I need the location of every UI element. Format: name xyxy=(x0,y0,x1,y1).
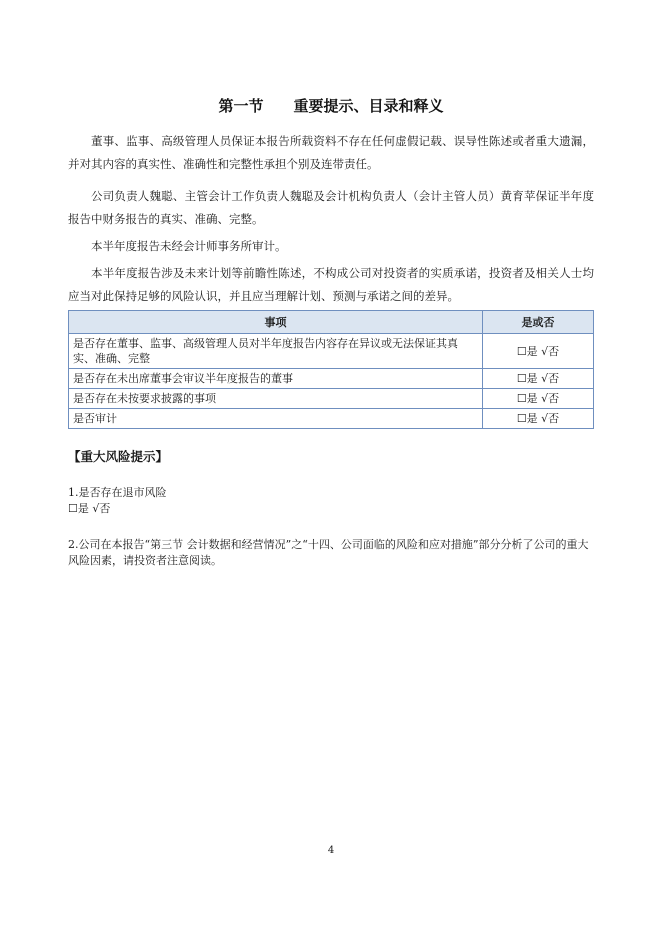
column-header-answer: 是或否 xyxy=(483,311,594,334)
disclosure-table xyxy=(68,310,594,429)
table-header-row xyxy=(69,311,594,334)
table-row xyxy=(69,389,594,409)
risk-item-answer: ☐是 √否 xyxy=(68,502,111,515)
row-answer: ☐是 √否 xyxy=(483,409,594,429)
risk-heading: 【重大风险提示】 xyxy=(68,449,169,464)
statement-paragraph-3: 本半年度报告未经会计师事务所审计。 xyxy=(91,239,287,253)
table-row xyxy=(69,409,594,429)
risk-item-factors: 2.公司在本报告“第三节 会计数据和经营情况”之“十四、公司面临的风险和应对措施”部分分析了公司的重大风险因素，请投资者注意阅读。 xyxy=(68,538,589,567)
row-answer: ☐是 √否 xyxy=(483,369,594,389)
row-answer: ☐是 √否 xyxy=(483,334,594,369)
column-header-item: 事项 xyxy=(69,311,483,334)
row-answer: ☐是 √否 xyxy=(483,389,594,409)
section-heading: 重要提示、目录和释义 xyxy=(293,97,444,115)
row-item: 是否存在董事、监事、高级管理人员对半年度报告内容存在异议或无法保证其真实、准确、完整 xyxy=(69,334,483,369)
risk-item-question: 1.是否存在退市风险 xyxy=(68,486,167,499)
row-item: 是否存在未出席董事会审议半年度报告的董事 xyxy=(69,369,483,389)
statement-paragraph-2: 公司负责人魏聪、主管会计工作负责人魏聪及会计机构负责人（会计主管人员）黄育苹保证半年度报告中财务报告的真实、准确、完整。 xyxy=(68,189,594,226)
table-row xyxy=(69,334,594,369)
risk-item-delisting xyxy=(68,485,167,517)
page-number: 4 xyxy=(327,845,335,856)
section-title xyxy=(0,95,662,116)
row-item: 是否存在未按要求披露的事项 xyxy=(69,389,483,409)
table-row xyxy=(69,369,594,389)
section-number: 第一节 xyxy=(218,97,264,115)
row-item: 是否审计 xyxy=(69,409,483,429)
statement-paragraph-4: 本半年度报告涉及未来计划等前瞻性陈述，不构成公司对投资者的实质承诺，投资者及相关人士均应当对此保持足够的风险认识，并且应当理解计划、预测与承诺之间的差异。 xyxy=(68,266,594,303)
statement-paragraph-1: 董事、监事、高级管理人员保证本报告所载资料不存在任何虚假记载、误导性陈述或者重大遗漏，并对其内容的真实性、准确性和完整性承担个别及连带责任。 xyxy=(68,134,594,171)
